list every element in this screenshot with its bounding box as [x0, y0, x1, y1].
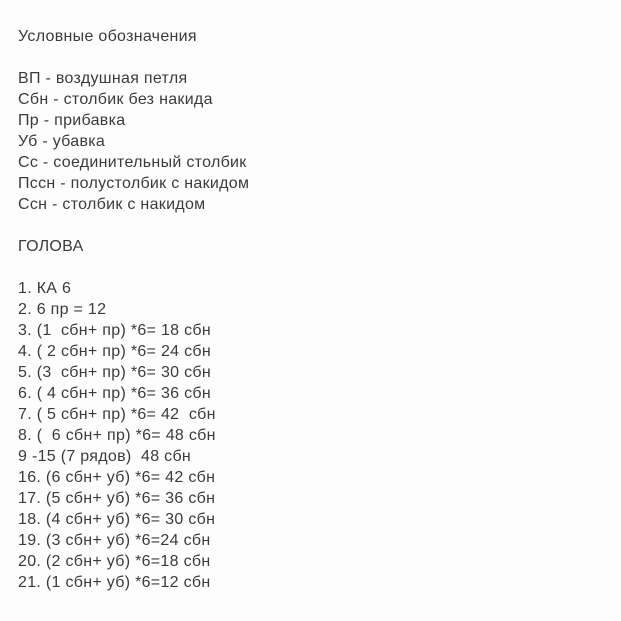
pattern-rows	[18, 278, 601, 593]
legend-item-ub: Уб - убавка	[18, 133, 106, 150]
pattern-row: 2. 6 пр = 12	[18, 301, 107, 318]
pattern-row: 5. (3 сбн+ пр) *6= 30 сбн	[18, 364, 211, 381]
section-title-head: ГОЛОВА	[18, 238, 84, 255]
pattern-row: 18. (4 сбн+ уб) *6= 30 сбн	[18, 511, 216, 528]
pattern-row: 19. (3 сбн+ уб) *6=24 сбн	[18, 532, 211, 549]
legend-item-pssn: Пссн - полустолбик с накидом	[18, 175, 250, 192]
pattern-row: 9 -15 (7 рядов) 48 сбн	[18, 448, 192, 465]
pattern-row: 8. ( 6 сбн+ пр) *6= 48 сбн	[18, 427, 216, 444]
legend-item-ssn: Ссн - столбик с накидом	[18, 196, 206, 213]
legend-list	[18, 68, 601, 215]
pattern-row: 21. (1 сбн+ уб) *6=12 сбн	[18, 574, 211, 591]
pattern-row: 20. (2 сбн+ уб) *6=18 сбн	[18, 553, 211, 570]
pattern-row: 6. ( 4 сбн+ пр) *6= 36 сбн	[18, 385, 211, 402]
legend-item-pr: Пр - прибавка	[18, 112, 126, 129]
legend-item-ss: Сс - соединительный столбик	[18, 154, 247, 171]
pattern-row: 7. ( 5 сбн+ пр) *6= 42 сбн	[18, 406, 216, 423]
pattern-row: 1. КА 6	[18, 280, 72, 297]
pattern-row: 4. ( 2 сбн+ пр) *6= 24 сбн	[18, 343, 211, 360]
legend-item-sbn: Сбн - столбик без накида	[18, 91, 213, 108]
pattern-row: 16. (6 сбн+ уб) *6= 42 сбн	[18, 469, 216, 486]
legend-item-vp: ВП - воздушная петля	[18, 70, 188, 87]
legend-title: Условные обозначения	[18, 28, 197, 45]
pattern-row: 17. (5 сбн+ уб) *6= 36 сбн	[18, 490, 216, 507]
pattern-row: 3. (1 сбн+ пр) *6= 18 сбн	[18, 322, 211, 339]
